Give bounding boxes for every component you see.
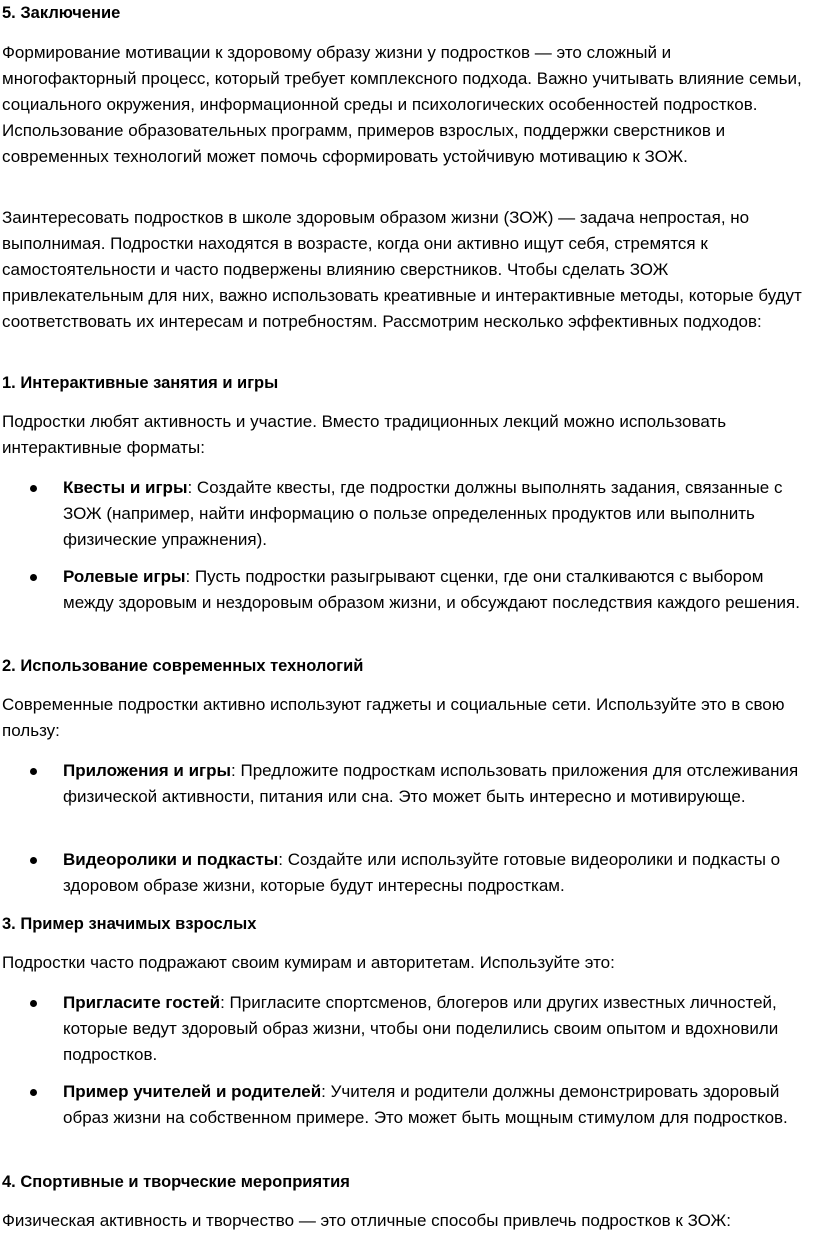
list-item [63,990,815,1068]
list-item-text: : Предложите подросткам использовать приложения для отслеживания физической активности, питания или сна. Это может быть интересно и мотивирующе. [63,761,799,806]
list-item [63,475,805,553]
paragraph-technologies-intro: Современные подростки активно используют гаджеты и социальные сети. Используйте это в свою пользу: [2,695,785,740]
paragraph-conclusion: Формирование мотивации к здоровому образу жизни у подростков — это сложный и многофакторный процесс, который требует комплексного подхода. Важно учитывать влияние семьи, социального окружения, информационной среды и психологических особенностей подростков. Использование образовательных программ, примеров взрослых, поддержки сверстников и современных технологий может помочь сформировать устойчивую мотивацию к ЗОЖ. [2,43,802,166]
list-item-term: Квесты и игры [63,478,188,497]
list-item-text: : Пусть подростки разыгрывают сценки, где они сталкиваются с выбором между здоровым и нездоровым образом жизни, и обсуждают последствия каждого решения. [63,567,800,612]
list-item [63,564,805,616]
bullet-icon [30,857,37,864]
list-item-term: Видеоролики и подкасты [63,850,279,869]
section-heading-adults: 3. Пример значимых взрослых [2,915,257,933]
bullet-icon [30,768,37,775]
section-heading-technologies: 2. Использование современных технологий [2,657,364,675]
list-item-term: Приложения и игры [63,761,232,780]
list-item-text: : Создайте квесты, где подростки должны выполнять задания, связанные с ЗОЖ (например, найти информацию о пользе определенных продуктов или выполнить физические упражнения). [63,478,783,549]
list-item-term: Пример учителей и родителей [63,1082,322,1101]
list-item [63,847,805,899]
section-heading-conclusion: 5. Заключение [2,4,121,22]
paragraph-events-intro: Физическая активность и творчество — это отличные способы привлечь подростков к ЗОЖ: [2,1211,731,1230]
list-item-text: : Пригласите спортсменов, блогеров или других известных личностей, которые ведут здоровый образ жизни, чтобы они поделились своим опытом и вдохновили подростков. [63,993,779,1064]
bullet-icon [30,574,37,581]
section-heading-interactive: 1. Интерактивные занятия и игры [2,374,279,392]
paragraph-intro: Заинтересовать подростков в школе здоровым образом жизни (ЗОЖ) — задача непростая, но выполнимая. Подростки находятся в возрасте, когда они активно ищут себя, стремятся к самостоятельности и часто подвержены влиянию сверстников. Чтобы сделать ЗОЖ привлекательным для них, важно использовать креативные и интерактивные методы, которые будут соответствовать их интересам и потребностям. Рассмотрим несколько эффективных подходов: [2,208,802,331]
paragraph-adults-intro: Подростки часто подражают своим кумирам и авторитетам. Используйте это: [2,953,615,972]
list-item [63,758,805,810]
paragraph-interactive-intro: Подростки любят активность и участие. Вместо традиционных лекций можно использовать интерактивные форматы: [2,412,727,457]
list-item-text: : Учителя и родители должны демонстрировать здоровый образ жизни на собственном примере. Это может быть мощным стимулом для подростков. [63,1082,788,1127]
list-item-text: : Создайте или используйте готовые видеоролики и подкасты о здоровом образе жизни, которые будут интересны подросткам. [63,850,781,895]
bullet-icon [30,485,37,492]
bullet-icon [30,1000,37,1007]
bullet-icon [30,1089,37,1096]
list-item-term: Пригласите гостей [63,993,221,1012]
list-item-term: Ролевые игры [63,567,186,586]
section-heading-events: 4. Спортивные и творческие мероприятия [2,1173,350,1191]
list-item [63,1079,805,1131]
